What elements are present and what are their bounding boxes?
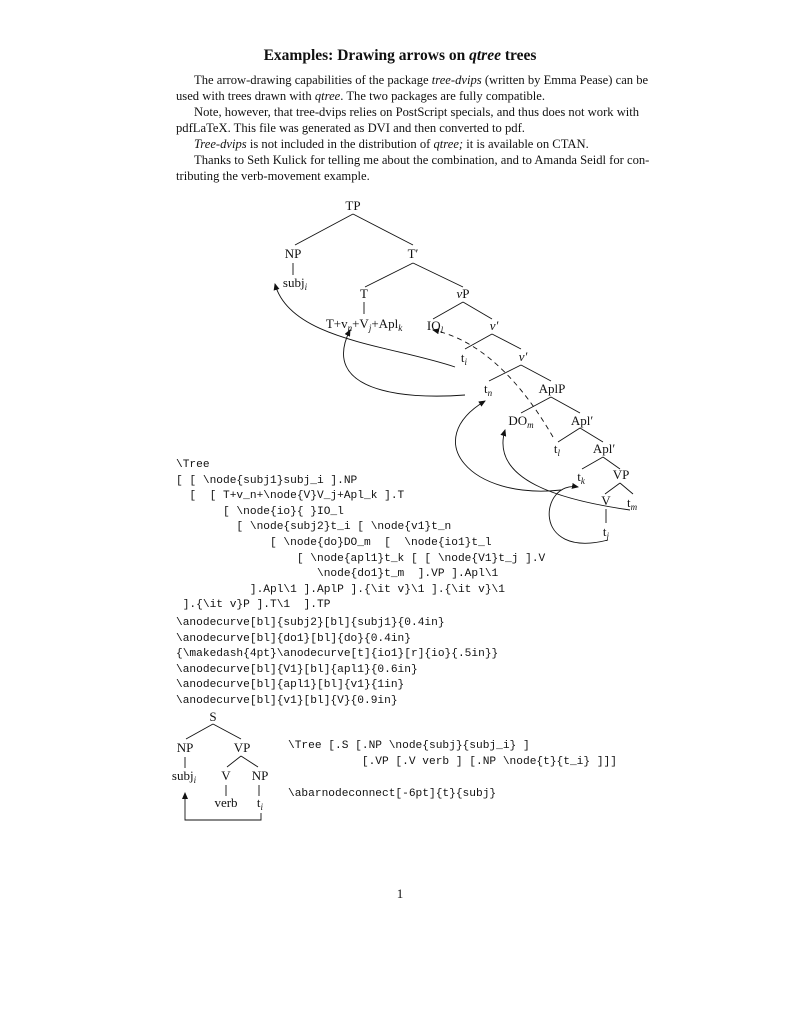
node-tbar: T′ — [407, 246, 419, 261]
node-t-l: $t_l$ — [553, 441, 561, 458]
tree2-branches — [185, 724, 259, 796]
node-vp-2: VP — [233, 740, 251, 755]
paragraph-availability: Tree-dvips is not included in the distribution of qtree; it is available on CTAN. — [194, 137, 589, 151]
node-np-3: NP — [251, 768, 269, 783]
node-np-2: NP — [176, 740, 194, 755]
paragraph-note: Note, however, that tree-dvips relies on PostScript specials, and thus does not work with pdfLaTeX. This file was generated as DVI and then converted to pdf. — [176, 105, 640, 135]
node-aplbar-1: Apl′ — [570, 413, 594, 428]
node-aplp: AplP — [538, 381, 566, 396]
node-t-m: $t_m$ — [626, 495, 638, 512]
node-subj-i: subj$_i$ — [282, 275, 308, 292]
node-t-j: $t_j$ — [602, 524, 610, 541]
code-block-simple-tree: \Tree [.S [.NP \node{subj}{subj_i} ] [.VP [.V verb ] [.NP \node{t}{t_i} ]]] \abarnodeconnect[-6pt]{t}{subj} — [288, 740, 617, 800]
node-np: NP — [284, 246, 302, 261]
tree2-labels — [172, 709, 268, 812]
code-block-arrows: \anodecurve[bl]{subj2}[bl]{subj1}{0.4in} \anodecurve[bl]{do1}[bl]{do}{0.4in} {\makedash{4pt}\anodecurve[t]{io1}[r]{io}{.5in}} \anodecurve[bl]{V1}[bl]{apl1}{0.6in} \anodecurve[bl]{apl1}[bl]{v1}{1in} \anodecurve[bl]{v1}[bl]{V}{0.9in} — [176, 617, 499, 707]
node-t-k: $t_k$ — [577, 469, 585, 486]
node-v-2: V — [221, 768, 231, 783]
paragraph-thanks: Thanks to Seth Kulick for telling me about the combination, and to Amanda Seidl for con- tributing the verb-movement example. — [176, 153, 650, 183]
page-title: Examples: Drawing arrows on qtree trees — [263, 47, 537, 64]
node-v: V — [601, 493, 611, 508]
node-aplbar-2: Apl′ — [592, 441, 616, 456]
node-t-i: $t_i$ — [460, 350, 468, 367]
node-do-m: $DO_m$ — [508, 413, 534, 430]
node-subj-i-2: subj$_i$ — [171, 768, 197, 785]
node-tp: TP — [345, 198, 361, 213]
node-vbar-1: v′ — [489, 318, 499, 333]
paragraph-intro: The arrow-drawing capabilities of the package tree-dvips (written by Emma Pease) can be used with trees drawn with qtree. The two packages are fully compatible. — [176, 73, 649, 103]
node-verb: verb — [214, 795, 238, 810]
code-block-tree: \Tree [ [ \node{subj1}subj_i ].NP [ [ T+v_n+\node{V}V_j+Apl_k ].T [ \node{io}{ }IO_l [ \node{subj2}t_i [ \node{v1}t_n [ \node{do}DO_m [ \node{io1}t_l [ \node{apl1}t_k [ [ \node{V1}t_j ].V \node{do1}t_m ].VP ].Apl\1 ].Apl\1 ].AplP ].{\it v}\1 ].{\it v}\1 ].{\it v}P ].T\1 ].TP — [176, 459, 546, 612]
node-vp-inner: VP — [612, 467, 630, 482]
node-t-n: $t_n$ — [483, 381, 493, 398]
node-t-i-2: $t_i$ — [256, 795, 264, 812]
node-t-complex: $T+v_n+V_j+Apl_k$ — [325, 316, 403, 333]
node-t: T — [360, 286, 368, 301]
node-s: S — [209, 709, 217, 724]
node-vp: vP — [456, 286, 470, 301]
page-number: 1 — [396, 886, 404, 901]
node-io-l: $IO_l$ — [426, 318, 444, 335]
node-vbar-2: v′ — [518, 349, 528, 364]
